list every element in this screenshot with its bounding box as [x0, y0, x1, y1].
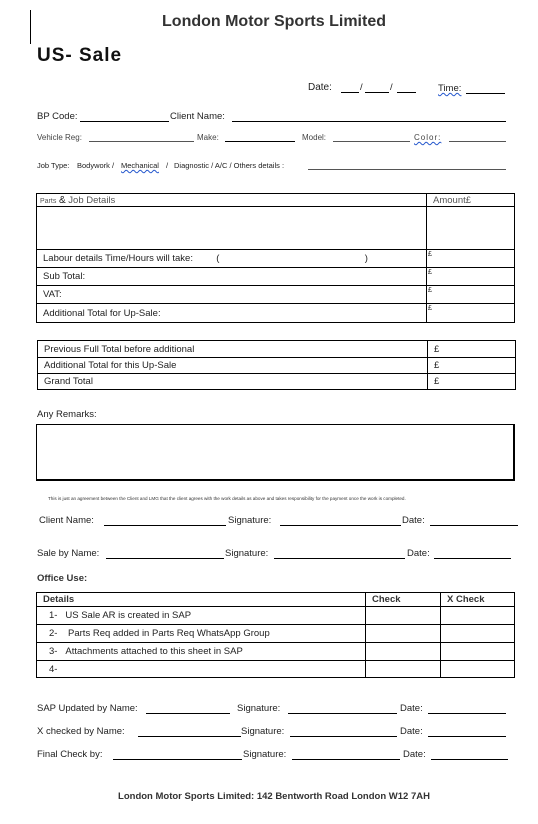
vehicle-reg-label: Vehicle Reg: [37, 133, 82, 142]
time-field[interactable] [466, 93, 505, 94]
additional-total-upsale-label: Additional Total for this Up-Sale [38, 358, 428, 374]
remarks-label: Any Remarks: [37, 409, 97, 420]
office-item: 4- [37, 661, 366, 678]
x-checked-field[interactable] [138, 736, 241, 737]
office-xcheck-header: X Check [441, 593, 515, 607]
office-xcheck-cell[interactable] [441, 607, 515, 625]
sale-by-field[interactable] [106, 558, 224, 559]
labour-amount[interactable]: £ [427, 250, 515, 268]
x-signature-field[interactable] [290, 736, 397, 737]
final-check-field[interactable] [113, 759, 242, 760]
parts-table [36, 193, 515, 323]
make-field[interactable] [225, 141, 295, 142]
job-others-field[interactable] [308, 169, 506, 170]
model-label: Model: [302, 133, 327, 142]
date-separator: / [390, 82, 393, 93]
office-xcheck-cell[interactable] [441, 643, 515, 661]
additional-total-amount[interactable]: £ [427, 304, 515, 323]
final-signature-label: Signature: [243, 749, 287, 760]
additional-total-label: Additional Total for Up-Sale: [37, 304, 427, 323]
vat-label: VAT: [37, 286, 427, 304]
office-check-cell[interactable] [366, 661, 441, 678]
office-xcheck-cell[interactable] [441, 625, 515, 643]
document-title: US- Sale [37, 45, 123, 66]
final-date-field[interactable] [431, 759, 508, 760]
sale-date-label: Date: [407, 548, 430, 559]
client-name-sign-label: Client Name: [39, 515, 94, 526]
final-date-label: Date: [403, 749, 426, 760]
date-day-field[interactable] [341, 92, 359, 93]
color-label: Color: [414, 133, 442, 142]
amount-header: Amount£ [427, 194, 515, 207]
footer-address: London Motor Sports Limited: 142 Bentworth Road London W12 7AH [118, 791, 430, 802]
x-date-label: Date: [400, 726, 423, 737]
previous-total-label: Previous Full Total before additional [38, 341, 428, 358]
client-name-field[interactable] [232, 121, 506, 122]
office-use-title: Office Use: [37, 573, 88, 584]
parts-details-cell[interactable] [37, 207, 427, 250]
sap-updated-field[interactable] [146, 713, 230, 714]
time-label: Time: [438, 83, 462, 94]
date-year-field[interactable] [397, 92, 416, 93]
office-item: 3- Attachments attached to this sheet in SAP [37, 643, 366, 661]
sale-by-label: Sale by Name: [37, 548, 100, 559]
x-checked-label: X checked by Name: [37, 726, 125, 737]
office-item: 1- US Sale AR is created in SAP [37, 607, 366, 625]
bp-code-label: BP Code: [37, 111, 78, 122]
sap-updated-label: SAP Updated by Name: [37, 703, 138, 714]
color-field[interactable] [449, 141, 506, 142]
make-label: Make: [197, 133, 219, 142]
sale-signature-label: Signature: [225, 548, 269, 559]
parts-amount-cell[interactable] [427, 207, 515, 250]
date-label: Date: [308, 82, 332, 93]
company-name: London Motor Sports Limited [162, 13, 386, 30]
disclaimer-text: This is just an agreement between the Client and LMG that the client agrees with the work details as above and takes responsibility for the payment once the work is completed. [48, 496, 406, 501]
sale-date-field[interactable] [434, 558, 511, 559]
client-name-label: Client Name: [170, 111, 225, 122]
sap-date-label: Date: [400, 703, 423, 714]
x-signature-label: Signature: [241, 726, 285, 737]
model-field[interactable] [333, 141, 410, 142]
client-signature-label: Signature: [228, 515, 272, 526]
totals-table [37, 340, 516, 390]
job-type-bodywork[interactable]: Bodywork / [77, 161, 115, 170]
client-signature-field[interactable] [280, 525, 401, 526]
date-month-field[interactable] [365, 92, 389, 93]
bp-code-field[interactable] [80, 121, 169, 122]
parts-header: Parts & Job Details [37, 194, 427, 207]
vehicle-reg-field[interactable] [89, 141, 194, 142]
sap-signature-label: Signature: [237, 703, 281, 714]
client-date-field[interactable] [430, 525, 518, 526]
grand-total-label: Grand Total [38, 374, 428, 390]
job-type-mechanical[interactable]: Mechanical [121, 161, 159, 170]
office-use-table [36, 592, 515, 678]
final-signature-field[interactable] [292, 759, 400, 760]
office-details-header: Details [37, 593, 366, 607]
previous-total-amount[interactable]: £ [428, 341, 516, 358]
sap-signature-field[interactable] [288, 713, 397, 714]
client-name-sign-field[interactable] [104, 525, 226, 526]
subtotal-amount[interactable]: £ [427, 268, 515, 286]
office-check-cell[interactable] [366, 625, 441, 643]
job-type-diagnostic-others[interactable]: Diagnostic / A/C / Others details : [174, 161, 285, 170]
office-check-cell[interactable] [366, 607, 441, 625]
date-separator: / [360, 82, 363, 93]
office-item: 2- Parts Req added in Parts Req WhatsApp Group [37, 625, 366, 643]
additional-total-upsale-amount[interactable]: £ [428, 358, 516, 374]
office-check-header: Check [366, 593, 441, 607]
grand-total-amount[interactable]: £ [428, 374, 516, 390]
sale-signature-field[interactable] [274, 558, 405, 559]
remarks-box[interactable] [36, 424, 515, 481]
job-type-label: Job Type: [37, 161, 70, 170]
office-check-cell[interactable] [366, 643, 441, 661]
final-check-label: Final Check by: [37, 749, 103, 760]
labour-row: Labour details Time/Hours will take: ( ) [37, 250, 427, 268]
office-xcheck-cell[interactable] [441, 661, 515, 678]
sap-date-field[interactable] [428, 713, 506, 714]
vat-amount[interactable]: £ [427, 286, 515, 304]
subtotal-label: Sub Total: [37, 268, 427, 286]
x-date-field[interactable] [428, 736, 506, 737]
job-type-separator: / [166, 161, 169, 170]
client-date-label: Date: [402, 515, 425, 526]
